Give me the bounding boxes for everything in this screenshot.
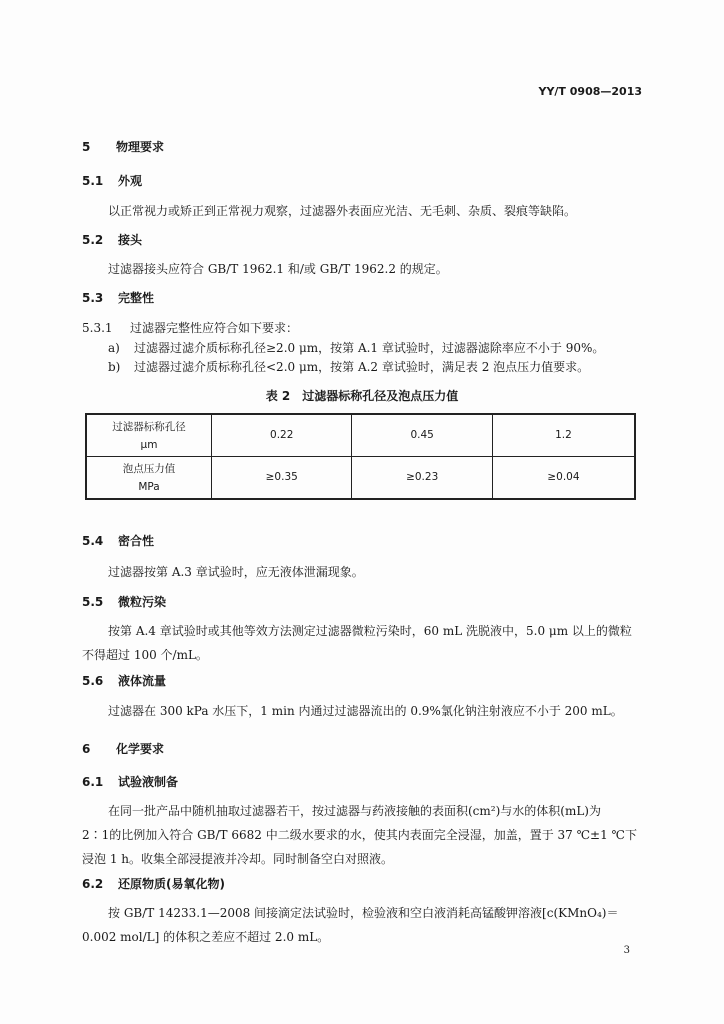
list-marker: b) [108,360,121,374]
list-text: 过滤器过滤介质标称孔径<2.0 μm，按第 A.2 章试验时，满足表 2 泡点压力值要求。 [134,360,590,374]
table-cell: ≥0.23 [352,457,492,500]
paragraph-line: 在同一批产品中随机抽取过滤器若干，按过滤器与药液接触的表面积(cm²)与水的体积(mL)为 [108,804,601,818]
section-5-6-heading [82,675,166,687]
section-title: 接头 [118,233,143,247]
section-5-1-heading [82,175,142,187]
section-6-2-heading [82,878,225,890]
section-5-3-1 [82,322,298,334]
section-title: 外观 [118,174,143,188]
section-6-2-text [82,901,642,949]
paragraph-line: 按第 A.4 章试验时或其他等效方法测定过滤器微粒污染时，60 mL 洗脱液中，5.0 μm 以上的微粒 [108,624,632,638]
paragraph: 过滤器在 300 kPa 水压下，1 min 内通过过滤器流出的 0.9%氯化钠注射液应不小于 200 mL。 [108,704,623,718]
paragraph-line: 2∶1的比例加入符合 GB/T 6682 中二级水要求的水，使其内表面完全浸湿，加盖，置于 37 ℃±1 ℃下 [82,828,637,842]
section-5-5-text [82,619,642,667]
row-label: 过滤器标称孔径 [112,420,186,433]
section-number: 6.1 [82,775,104,789]
spec-table [85,413,636,500]
row-label-cell [86,414,212,457]
paragraph: 以正常视力或矫正到正常视力观察，过滤器外表面应光洁、无毛刺、杂质、裂痕等缺陷。 [108,204,577,218]
table-cell: 0.22 [212,414,352,457]
section-number: 5.3.1 [82,321,113,335]
table-row [86,457,635,500]
section-6-heading [82,743,164,755]
list-marker: a) [108,341,120,355]
section-title: 试验液制备 [118,775,179,789]
page-number: 3 [623,945,630,956]
section-5-6-text [82,699,642,723]
paragraph-line: 按 GB/T 14233.1—2008 间接滴定法试验时，检验液和空白液消耗高锰酸钾溶液[c(KMnO₄)＝ [108,906,619,920]
section-title: 密合性 [118,534,155,548]
section-title: 物理要求 [116,140,165,154]
section-number: 5.6 [82,674,104,688]
paragraph: 过滤器接头应符合 GB/T 1962.1 和/或 GB/T 1962.2 的规定。 [108,262,448,276]
section-title: 微粒污染 [118,595,167,609]
table-cell: 1.2 [492,414,635,457]
paragraph-line: 0.002 mol/L] 的体积之差应不超过 2.0 mL。 [82,930,330,944]
list-text: 过滤器过滤介质标称孔径≥2.0 μm，按第 A.1 章试验时，过滤器滤除率应不小于 90%。 [134,341,605,355]
paragraph-line: 不得超过 100 个/mL。 [82,648,208,662]
list-item [108,342,604,354]
section-number: 5.3 [82,291,104,305]
table-row [86,414,635,457]
section-5-3-heading [82,292,154,304]
row-label: 泡点压力值 [122,462,176,475]
paragraph-line: 浸泡 1 h。收集全部浸提液并冷却。同时制备空白对照液。 [82,852,393,866]
table-cell: ≥0.35 [212,457,352,500]
section-number: 5.1 [82,174,104,188]
section-5-4-text [82,560,642,584]
standard-number: YY/T 0908—2013 [538,85,642,98]
section-number: 6.2 [82,877,104,891]
section-5-5-heading [82,596,166,608]
list-item [108,361,589,373]
section-5-2-heading [82,234,142,246]
row-label-cell [86,457,212,500]
row-unit: MPa [138,480,160,493]
section-5-4-heading [82,535,154,547]
row-unit: μm [140,438,158,451]
paragraph: 过滤器按第 A.3 章试验时，应无液体泄漏现象。 [108,565,364,579]
section-6-1-text [82,799,642,871]
section-5-heading [82,141,164,153]
section-title: 化学要求 [116,742,165,756]
section-number: 5.4 [82,534,104,548]
section-number: 5.2 [82,233,104,247]
table-caption: 表 2 过滤器标称孔径及泡点压力值 [265,389,459,403]
section-title: 完整性 [118,291,155,305]
section-number: 5.5 [82,595,104,609]
section-number: 6 [82,742,91,756]
section-number: 5 [82,140,91,154]
paragraph: 过滤器完整性应符合如下要求： [130,321,299,335]
section-5-2-text [82,257,642,281]
section-6-1-heading [82,776,178,788]
section-title: 液体流量 [118,674,167,688]
section-title: 还原物质(易氧化物) [118,877,225,891]
section-5-1-text [82,199,642,223]
table-cell: 0.45 [352,414,492,457]
table-cell: ≥0.04 [492,457,635,500]
